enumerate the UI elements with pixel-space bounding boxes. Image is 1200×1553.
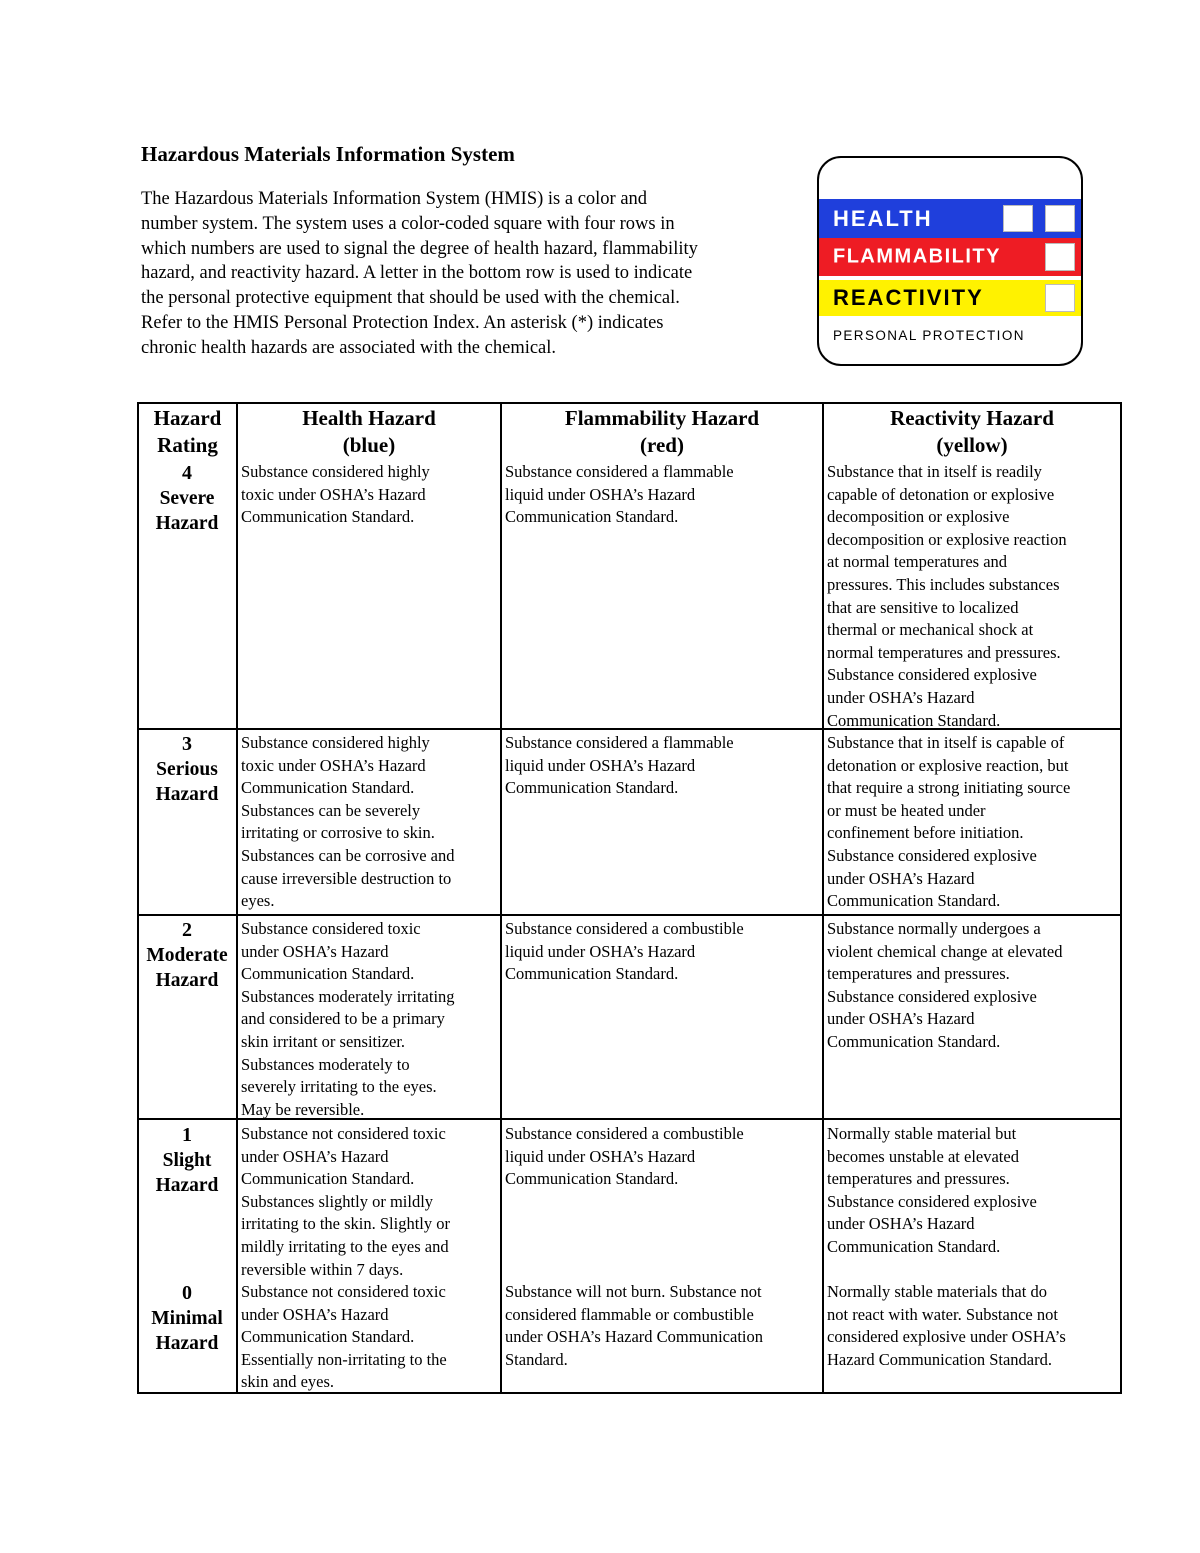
cell-line: under OSHA’s Hazard Communication bbox=[505, 1327, 763, 1347]
cell-line: thermal or mechanical shock at bbox=[827, 620, 1034, 640]
cell-line: Substance not considered toxic bbox=[241, 1282, 446, 1301]
cell-line: under OSHA’s Hazard bbox=[827, 1214, 975, 1234]
intro-line: hazard, and reactivity hazard. A letter in the bottom row is used to indicate bbox=[141, 263, 693, 284]
cell-line: Communication Standard. bbox=[505, 1169, 679, 1189]
cell-line: under OSHA’s Hazard bbox=[241, 1146, 389, 1166]
reactivity-label: REACTIVITY bbox=[833, 285, 984, 310]
cell-line: becomes unstable at elevated bbox=[827, 1146, 1019, 1166]
intro-paragraph bbox=[141, 187, 791, 361]
cell-line: reversible within 7 days. bbox=[241, 1259, 404, 1279]
header-flammability: Flammability Hazard (red) bbox=[564, 406, 760, 457]
cell-line: irritating to the skin. Slightly or bbox=[241, 1214, 450, 1234]
health-box-chronic bbox=[1003, 205, 1033, 232]
cell-line: pressures. This includes substances bbox=[827, 574, 1060, 594]
cell-line: Communication Standard. bbox=[827, 891, 1001, 911]
cell-line: at normal temperatures and bbox=[827, 552, 1008, 572]
health-cell-row-4 bbox=[238, 1281, 447, 1394]
cell-line: Substances slightly or mildly bbox=[241, 1191, 434, 1211]
cell-line: irritating or corrosive to skin. bbox=[241, 823, 435, 843]
cell-line: liquid under OSHA’s Hazard bbox=[505, 755, 696, 775]
cell-line: skin and eyes. bbox=[241, 1372, 335, 1392]
personal-protection-label: PERSONAL PROTECTION bbox=[833, 328, 1025, 343]
cell-line: Normally stable material but bbox=[827, 1124, 1017, 1143]
cell-line: Substance considered explosive bbox=[827, 845, 1037, 865]
cell-line: Communication Standard. bbox=[241, 1169, 415, 1189]
cell-line: temperatures and pressures. bbox=[827, 964, 1010, 984]
cell-line: Substance that in itself is capable of bbox=[827, 733, 1065, 752]
cell-line: Substance considered toxic bbox=[241, 919, 421, 938]
flammability-box-rating bbox=[1045, 243, 1075, 271]
cell-line: and considered to be a primary bbox=[241, 1009, 445, 1029]
health-cell-row-0 bbox=[238, 461, 430, 529]
cell-line: confinement before initiation. bbox=[827, 823, 1024, 843]
cell-line: decomposition or explosive bbox=[827, 507, 1010, 527]
intro-line: number system. The system uses a color-coded square with four rows in bbox=[141, 213, 675, 234]
cell-line: under OSHA’s Hazard bbox=[827, 687, 975, 707]
cell-line: Communication Standard. bbox=[241, 964, 415, 984]
health-box-rating bbox=[1045, 205, 1075, 232]
intro-line: the personal protective equipment that should be used with the chemical. bbox=[141, 288, 680, 309]
rating-2: 2 Moderate Hazard bbox=[146, 919, 228, 991]
intro-line: Refer to the HMIS Personal Protection Index. An asterisk (*) indicates bbox=[141, 312, 664, 333]
cell-line: Substance that in itself is readily bbox=[827, 462, 1042, 481]
flammability-label: FLAMMABILITY bbox=[833, 245, 1001, 268]
flammability-band bbox=[819, 238, 1081, 276]
cell-line: Substance considered a combustible bbox=[505, 919, 744, 938]
cell-line: toxic under OSHA’s Hazard bbox=[241, 755, 426, 775]
cell-line: Substances can be corrosive and bbox=[241, 845, 455, 865]
cell-line: Substance will not burn. Substance not bbox=[505, 1282, 762, 1301]
intro-line: which numbers are used to signal the degree of health hazard, flammability bbox=[141, 238, 698, 259]
cell-line: violent chemical change at elevated bbox=[827, 941, 1063, 961]
page-title: Hazardous Materials Information System bbox=[141, 142, 515, 166]
health-band bbox=[819, 199, 1081, 238]
cell-line: not react with water. Substance not bbox=[827, 1304, 1058, 1324]
cell-line: eyes. bbox=[241, 891, 275, 911]
cell-line: that require a strong initiating source bbox=[827, 778, 1071, 798]
flammability-cell-row-4 bbox=[502, 1281, 763, 1371]
reactivity-cell-row-1 bbox=[824, 732, 1070, 913]
reactivity-cell-row-0 bbox=[824, 461, 1067, 732]
cell-line: liquid under OSHA’s Hazard bbox=[505, 941, 696, 961]
flammability-cell-row-2 bbox=[502, 918, 744, 986]
cell-line: detonation or explosive reaction, but bbox=[827, 755, 1069, 775]
header-health: Health Hazard (blue) bbox=[302, 406, 436, 457]
cell-line: Substance considered highly bbox=[241, 462, 430, 481]
cell-line: Communication Standard. bbox=[241, 507, 415, 527]
cell-line: Substances moderately to bbox=[241, 1054, 410, 1074]
cell-line: or must be heated under bbox=[827, 800, 986, 820]
cell-line: that are sensitive to localized bbox=[827, 597, 1019, 617]
cell-line: Substance considered explosive bbox=[827, 986, 1037, 1006]
cell-line: under OSHA’s Hazard bbox=[241, 1304, 389, 1324]
cell-line: considered flammable or combustible bbox=[505, 1304, 754, 1324]
header-reactivity: Reactivity Hazard (yellow) bbox=[890, 406, 1054, 457]
flammability-cell-row-0 bbox=[502, 461, 734, 529]
rating-4: 4 Severe Hazard bbox=[155, 462, 219, 534]
cell-line: liquid under OSHA’s Hazard bbox=[505, 1146, 696, 1166]
cell-line: Essentially non-irritating to the bbox=[241, 1349, 447, 1369]
cell-line: normal temperatures and pressures. bbox=[827, 642, 1061, 662]
reactivity-box-rating bbox=[1045, 284, 1075, 312]
cell-line: Communication Standard. bbox=[827, 1236, 1001, 1256]
cell-line: Communication Standard. bbox=[241, 778, 415, 798]
header-rating: Hazard Rating bbox=[153, 406, 222, 457]
health-cell-row-1 bbox=[238, 732, 455, 913]
intro-line: The Hazardous Materials Information System (HMIS) is a color and bbox=[141, 189, 648, 209]
rating-0: 0 Minimal Hazard bbox=[151, 1282, 223, 1354]
cell-line: Communication Standard. bbox=[827, 1031, 1001, 1051]
cell-line: Substance normally undergoes a bbox=[827, 919, 1041, 938]
cell-line: Substance considered explosive bbox=[827, 1191, 1037, 1211]
cell-line: severely irritating to the eyes. bbox=[241, 1077, 437, 1097]
cell-line: Substance considered explosive bbox=[827, 665, 1037, 685]
cell-line: under OSHA’s Hazard bbox=[827, 1009, 975, 1029]
cell-line: mildly irritating to the eyes and bbox=[241, 1236, 449, 1256]
hazard-rating-table bbox=[137, 402, 1122, 1394]
cell-line: capable of detonation or explosive bbox=[827, 484, 1055, 504]
health-cell-row-3 bbox=[238, 1123, 450, 1281]
cell-line: Substances can be severely bbox=[241, 800, 421, 820]
rating-3: 3 Serious Hazard bbox=[155, 733, 219, 805]
cell-line: Hazard Communication Standard. bbox=[827, 1349, 1052, 1369]
cell-line: Substance considered a combustible bbox=[505, 1124, 744, 1143]
cell-line: Standard. bbox=[505, 1349, 568, 1369]
cell-line: May be reversible. bbox=[241, 1099, 365, 1119]
reactivity-cell-row-2 bbox=[824, 918, 1062, 1054]
cell-line: Substance considered a flammable bbox=[505, 462, 734, 481]
reactivity-cell-row-3 bbox=[824, 1123, 1037, 1259]
cell-line: toxic under OSHA’s Hazard bbox=[241, 484, 426, 504]
cell-line: decomposition or explosive reaction bbox=[827, 529, 1067, 549]
cell-line: Normally stable materials that do bbox=[827, 1282, 1047, 1301]
cell-line: Communication Standard. bbox=[505, 778, 679, 798]
cell-line: cause irreversible destruction to bbox=[241, 868, 452, 888]
reactivity-band bbox=[819, 280, 1081, 316]
health-label: HEALTH bbox=[833, 205, 933, 231]
flammability-cell-row-1 bbox=[502, 732, 734, 800]
cell-line: Communication Standard. bbox=[505, 507, 679, 527]
cell-line: temperatures and pressures. bbox=[827, 1169, 1010, 1189]
cell-line: Communication Standard. bbox=[241, 1327, 415, 1347]
flammability-cell-row-3 bbox=[502, 1123, 744, 1191]
cell-line: Communication Standard. bbox=[827, 710, 1001, 730]
cell-line: considered explosive under OSHA’s bbox=[827, 1327, 1066, 1347]
reactivity-cell-row-4 bbox=[824, 1281, 1066, 1371]
cell-line: liquid under OSHA’s Hazard bbox=[505, 484, 696, 504]
cell-line: Communication Standard. bbox=[505, 964, 679, 984]
cell-line: Substance considered highly bbox=[241, 733, 430, 752]
cell-line: skin irritant or sensitizer. bbox=[241, 1031, 406, 1051]
cell-line: under OSHA’s Hazard bbox=[827, 868, 975, 888]
cell-line: Substance not considered toxic bbox=[241, 1124, 446, 1143]
rating-1: 1 Slight Hazard bbox=[155, 1124, 219, 1196]
cell-line: Substance considered a flammable bbox=[505, 733, 734, 752]
cell-line: under OSHA’s Hazard bbox=[241, 941, 389, 961]
cell-line: Substances moderately irritating bbox=[241, 986, 455, 1006]
hmis-label bbox=[817, 156, 1083, 366]
intro-line: chronic health hazards are associated with the chemical. bbox=[141, 337, 557, 358]
health-cell-row-2 bbox=[238, 918, 455, 1121]
